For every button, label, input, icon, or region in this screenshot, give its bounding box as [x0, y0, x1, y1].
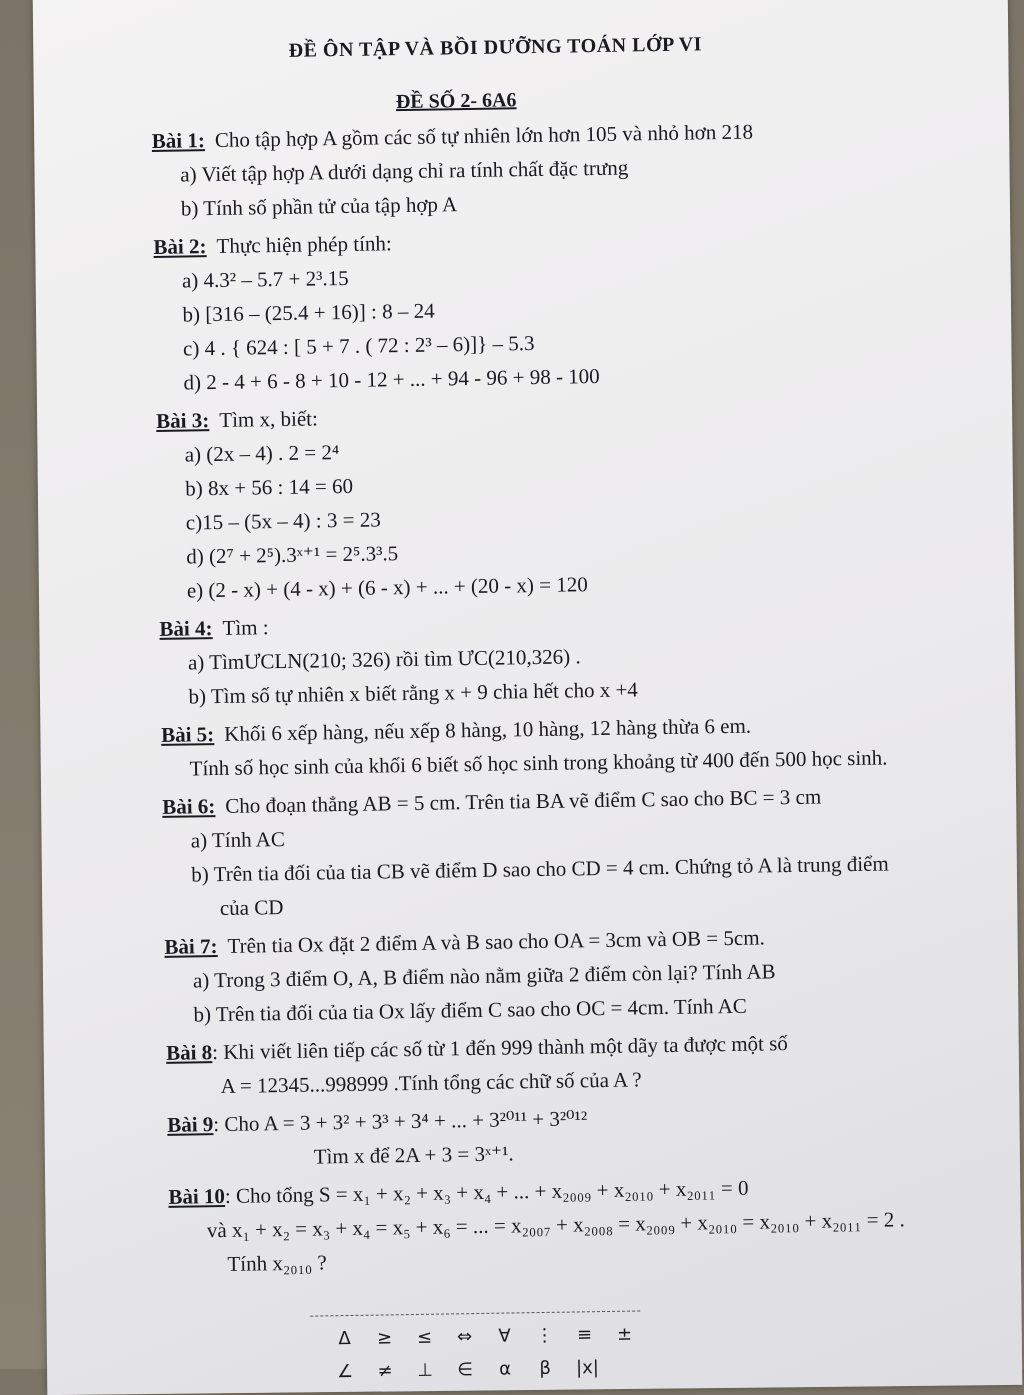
problem-item: Tìm x để 2A + 3 = 3ˣ⁺¹. [313, 1141, 514, 1169]
problem-label: Bài 3: [155, 408, 210, 433]
symbol-row-1 [335, 1318, 1000, 1349]
problem-label: Bài 6: [162, 794, 216, 819]
divider-line [310, 1310, 640, 1316]
math-symbol: ∠ [336, 1360, 354, 1383]
problem-label: Bài 8 [165, 1040, 213, 1065]
math-symbol: ⇔ [456, 1326, 473, 1348]
problem-statement: : Cho A = 3 + 3² + 3³ + 3⁴ + ... + 3²⁰¹¹ + 3²⁰¹² [213, 1106, 588, 1137]
problem-item: c) 4 . { 624 : [ 5 + 7 . ( 72 : 2³ – 6)]} – 5.3 [182, 331, 535, 361]
math-symbol: β [539, 1357, 552, 1380]
problem-label: Bài 10 [168, 1183, 226, 1209]
problem-1 [152, 113, 983, 224]
math-symbol: ∀ [498, 1325, 511, 1347]
problem-label: Bài 2: [153, 234, 207, 259]
problem-item: b) Trên tia đối của tia Ox lấy điểm C sao cho OC = 4cm. Tính AC [193, 993, 747, 1027]
problem-item: của CD [219, 895, 284, 921]
problem-label: Bài 1: [151, 128, 206, 153]
problem-list [152, 113, 1000, 1280]
math-symbol: |x| [575, 1357, 600, 1379]
document-title: ĐỀ ÔN TẬP VÀ BỒI DƯỠNG TOÁN LỚP VI [288, 33, 703, 62]
problem-label: Bài 5: [160, 722, 215, 747]
problem-label: Bài 4: [159, 616, 213, 641]
problem-item: a) TìmƯCLN(210; 326) rồi tìm ƯC(210,326) . [187, 644, 581, 675]
math-symbol: ≥ [376, 1327, 393, 1349]
problem-statement: Trên tia Ox đặt 2 điểm A và B sao cho OA = 3cm và OB = 5cm. [227, 925, 766, 958]
problem-item: b) 8x + 56 : 14 = 60 [185, 473, 354, 501]
problem-5 [161, 707, 992, 784]
problem-statement: : Khi viết liên tiếp các số từ 1 đến 999 thành một dãy ta được một số [211, 1031, 788, 1065]
math-symbol: α [499, 1358, 512, 1380]
problem-8 [166, 1025, 997, 1102]
problem-item: A = 12345...998999 .Tính tổng các chữ số của A ? [220, 1067, 642, 1099]
problem-statement: : Cho tổng S = x₁ + x₂ + x₃ + x₄ + ... + x₂₀₀₉ + x₂₀₁₀ + x₂₀₁₁ = 0 [224, 1175, 749, 1208]
problem-item: a) Trong 3 điểm O, A, B điểm nào nằm giữa 2 điểm còn lại? Tính AB [192, 959, 776, 993]
problem-7 [164, 919, 995, 1030]
problem-item: Tính số học sinh của khối 6 biết số học sinh trong khoảng từ 400 đến 500 học sinh. [189, 745, 888, 781]
problem-item: c)15 – (5x – 4) : 3 = 23 [185, 507, 381, 535]
problem-statement: Cho đoạn thẳng AB = 5 cm. Trên tia BA vẽ điểm C sao cho BC = 3 cm [225, 784, 822, 818]
problem-statement: Cho tập hợp A gồm các số tự nhiên lớn hơn 105 và nhỏ hơn 218 [214, 119, 754, 152]
problem-item: Tính x₂₀₁₀ ? [227, 1250, 327, 1276]
problem-item: a) Tính AC [190, 826, 286, 853]
math-symbol: ∈ [457, 1359, 474, 1381]
problem-6 [162, 779, 994, 924]
problem-item: d) 2 - 4 + 6 - 8 + 10 - 12 + ... + 94 - 96 + 98 - 100 [183, 363, 600, 395]
problem-label: Bài 9 [167, 1112, 214, 1137]
document-subtitle: ĐỀ SỐ 2- 6A6 [395, 89, 517, 114]
problem-item: b) Tìm số tự nhiên x biết rằng x + 9 chia hết cho x +4 [188, 677, 638, 709]
problem-item: a) Viết tập hợp A dưới dạng chỉ ra tính chất đặc trưng [180, 155, 629, 187]
math-symbol: ⋮ [535, 1324, 554, 1347]
problem-item: a) (2x – 4) . 2 = 2⁴ [184, 440, 340, 467]
problem-item: b) Trên tia đối của tia CB vẽ điểm D sao cho CD = 4 cm. Chứng tỏ A là trung điểm [191, 851, 889, 887]
problem-item: và x₁ + x₂ = x₃ + x₄ = x₅ + x₆ = ... = x₂₀₀₇ + x₂₀₀₈ = x₂₀₀₉ + x₂₀₁₀ = x₂₀₁₀ + x₂₀₁₁ = 2 . [206, 1207, 905, 1243]
math-symbol: ± [616, 1323, 633, 1345]
problem-9 [167, 1097, 998, 1174]
problem-item: b) Tính số phần tử của tập hợp A [180, 192, 458, 221]
problem-4 [159, 601, 990, 712]
math-symbol: ≠ [377, 1360, 393, 1382]
math-symbol: Δ [338, 1328, 351, 1350]
problem-statement: Tìm : [222, 615, 269, 640]
problem-item: e) (2 - x) + (4 - x) + (6 - x) + ... + (20 - x) = 120 [186, 572, 588, 603]
math-symbol: ⊥ [417, 1359, 434, 1381]
problem-10 [168, 1169, 999, 1280]
problem-2 [153, 219, 986, 398]
problem-statement: Khối 6 xếp hàng, nếu xếp 8 hàng, 10 hàng, 12 hàng thừa 6 em. [224, 713, 752, 746]
document-content [150, 15, 1001, 1385]
problem-item: a) 4.3² – 5.7 + 2³.15 [181, 265, 349, 293]
problem-statement: Thực hiện phép tính: [216, 231, 392, 258]
problem-item: b) [316 – (25.4 + 16)] : 8 – 24 [182, 298, 435, 327]
problem-item: d) (2⁷ + 2⁵).3ˣ⁺¹ = 2⁵.3³.5 [186, 541, 399, 569]
math-symbol: ≤ [416, 1326, 433, 1348]
problem-3 [156, 393, 989, 606]
math-symbol: ≡ [576, 1324, 593, 1346]
problem-label: Bài 7: [164, 934, 218, 959]
problem-statement: Tìm x, biết: [219, 406, 319, 432]
